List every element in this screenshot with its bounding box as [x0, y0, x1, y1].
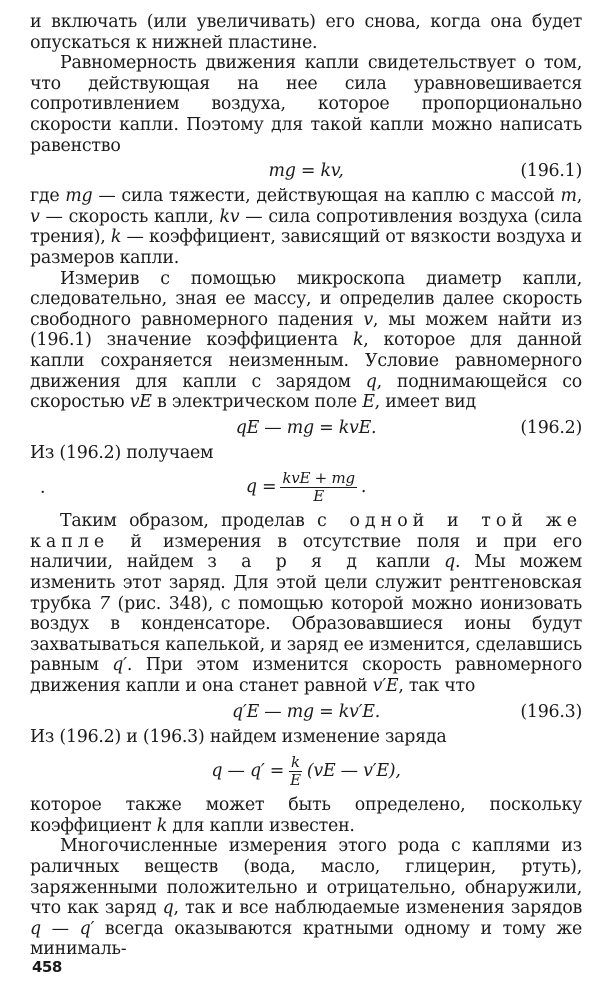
- equation-196-1: [30, 156, 582, 186]
- equation-lhs: q =: [245, 476, 277, 497]
- equation-number: (196.2): [520, 417, 582, 438]
- paragraph-9: Многочисленные измерения этого рода с каплями из раличных веществ (вода, масло, глицерин, ртуть), заряженными положительно и отрицательно, обнаружили, что как заряд q, так и все наблюдаемые изменения зарядов q — q′ всегда оказываются кратными одному и тому же минималь-: [30, 836, 582, 960]
- equation-charge-change: [30, 747, 582, 795]
- stray-dot: ·: [40, 483, 46, 504]
- paragraph-8: которое также может быть определено, поскольку коэффициент k для капли известен.: [30, 795, 582, 836]
- paragraph-7: Из (196.2) и (196.3) найдем изменение заряда: [30, 726, 447, 747]
- page-body: [30, 12, 582, 960]
- equation-rhs: (vE — v′E),: [306, 760, 401, 781]
- fraction-denominator: E: [290, 770, 301, 789]
- equation-q-solution: [30, 463, 582, 511]
- fraction-denominator: E: [313, 486, 324, 505]
- fraction: [288, 754, 303, 789]
- fraction-numerator: kvE + mg: [282, 468, 355, 487]
- paragraph-6: Таким образом, проделав с одной и той же капле й измерения в отсутствие поля и при его наличии, найдем з а р я д капли q. Мы можем изменить этот заряд. Для этой цели служит рентгеновская трубка 7 (рис. 348), с помощью которой можно ионизовать воздух в конденсаторе. Образовавшиеся ионы будут захватываться капелькой, и заряд ее изменится, сделавшись равным q′. При этом изменится скорость равномерного движения капли и она станет равной v′E, так что: [30, 511, 583, 697]
- equation-number: (196.3): [520, 701, 582, 722]
- equation-expression: qE — mg = kvE.: [235, 417, 377, 438]
- equation-number: (196.1): [520, 161, 582, 182]
- equation-tail: .: [360, 476, 367, 497]
- paragraph-4: Измерив с помощью микроскопа диаметр капли, следовательно, зная ее массу, и определив далее скорость свободного равномерного падения v, мы можем найти из (196.1) значение коэффициента k, которое для данной капли сохраняется неизменным. Условие равномерного движения для капли с зарядом q, поднимающейся со скоростью vE в электрическом поле E, имеет вид: [30, 268, 582, 413]
- equation-196-2: [30, 413, 582, 443]
- paragraph-5: Из (196.2) получаем: [30, 442, 214, 463]
- equation-expression: q′E — mg = kv′E.: [231, 701, 380, 722]
- page-number: 458: [32, 958, 62, 976]
- paragraph-3: где mg — сила тяжести, действующая на каплю с массой m, v — скорость капли, kv — сила сопротивления воздуха (сила трения), k — коэффициент, зависящий от вязкости воздуха и размеров капли.: [30, 186, 582, 268]
- equation-196-3: [30, 697, 582, 727]
- paragraph-2: Равномерность движения капли свидетельствует о том, что действующая на нее сила уравновешивается сопротивлением воздуха, которое пропорционально скорости капли. Поэтому для такой капли можно написать равенство: [30, 53, 582, 156]
- paragraph-1: и включать (или увеличивать) его снова, когда она будет опускаться к нижней пластине.: [30, 12, 582, 53]
- fraction-numerator: k: [291, 752, 300, 771]
- fraction: [280, 470, 356, 505]
- equation-expression: mg = kv,: [268, 161, 344, 182]
- equation-lhs: q — q′ =: [211, 760, 285, 781]
